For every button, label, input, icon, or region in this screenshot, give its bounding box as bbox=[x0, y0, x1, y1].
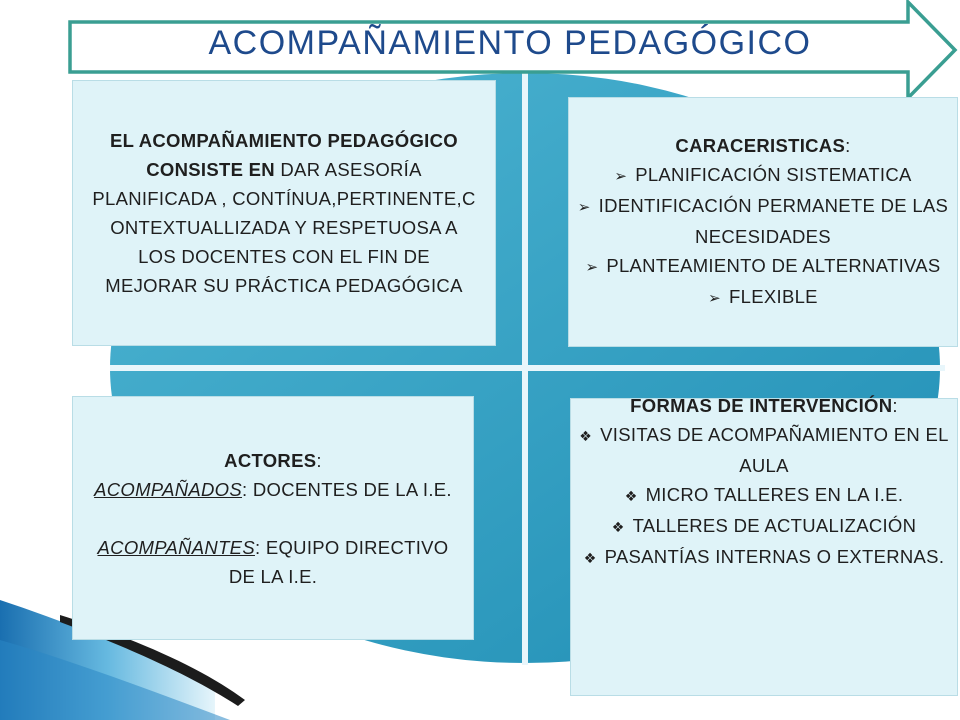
list-item: ❖ VISITAS DE ACOMPAÑAMIENTO EN EL AULA bbox=[579, 424, 949, 476]
page-title: ACOMPAÑAMIENTO PEDAGÓGICO bbox=[208, 23, 812, 62]
intervention-heading: FORMAS DE INTERVENCIÓN: bbox=[630, 395, 898, 416]
list-item: ❖ TALLERES DE ACTUALIZACIÓN bbox=[612, 511, 917, 542]
definition-rest: DAR ASESORÍA PLANIFICADA , CONTÍNUA,PERTINENTE,C ONTEXTUALLIZADA Y RESPETUOSA A LOS DOCENTES CON EL FIN DE MEJORAR SU PRÁCTICA PEDAGÓGICA bbox=[92, 159, 476, 296]
characteristics-box bbox=[568, 97, 958, 347]
arrow-bullet-icon: ➢ bbox=[585, 259, 599, 276]
actors-accompanying: ACOMPAÑANTES: EQUIPO DIRECTIVO DE LA I.E. bbox=[97, 536, 449, 587]
actors-heading: ACTORES: bbox=[224, 449, 322, 471]
diamond-bullet-icon: ❖ bbox=[579, 428, 593, 444]
diamond-bullet-icon: ❖ bbox=[624, 488, 638, 504]
arrow-bullet-icon: ➢ bbox=[708, 290, 722, 307]
arrow-bullet-icon: ➢ bbox=[614, 168, 628, 185]
actors-accompanied: ACOMPAÑADOS: DOCENTES DE LA I.E. bbox=[94, 478, 452, 500]
list-item: ➢ IDENTIFICACIÓN PERMANETE DE LAS NECESIDADES bbox=[577, 195, 949, 247]
list-item: ❖ PASANTÍAS INTERNAS O EXTERNAS. bbox=[584, 542, 945, 573]
arrow-bullet-icon: ➢ bbox=[577, 199, 591, 216]
characteristics-heading: CARACERISTICAS: bbox=[675, 135, 851, 156]
definition-bold: EL ACOMPAÑAMIENTO PEDAGÓGICO CONSISTE EN bbox=[110, 130, 458, 180]
list-item: ❖ MICRO TALLERES EN LA I.E. bbox=[625, 480, 904, 511]
intervention-box bbox=[570, 395, 958, 696]
definition-box bbox=[72, 80, 496, 346]
diamond-bullet-icon: ❖ bbox=[583, 550, 597, 566]
list-item: ➢ FLEXIBLE bbox=[708, 282, 818, 313]
actors-box bbox=[72, 396, 474, 640]
list-item: ➢ PLANTEAMIENTO DE ALTERNATIVAS bbox=[585, 251, 940, 282]
list-item: ➢ PLANIFICACIÓN SISTEMATICA bbox=[614, 160, 911, 191]
diamond-bullet-icon: ❖ bbox=[611, 519, 625, 535]
definition-text bbox=[91, 126, 477, 300]
